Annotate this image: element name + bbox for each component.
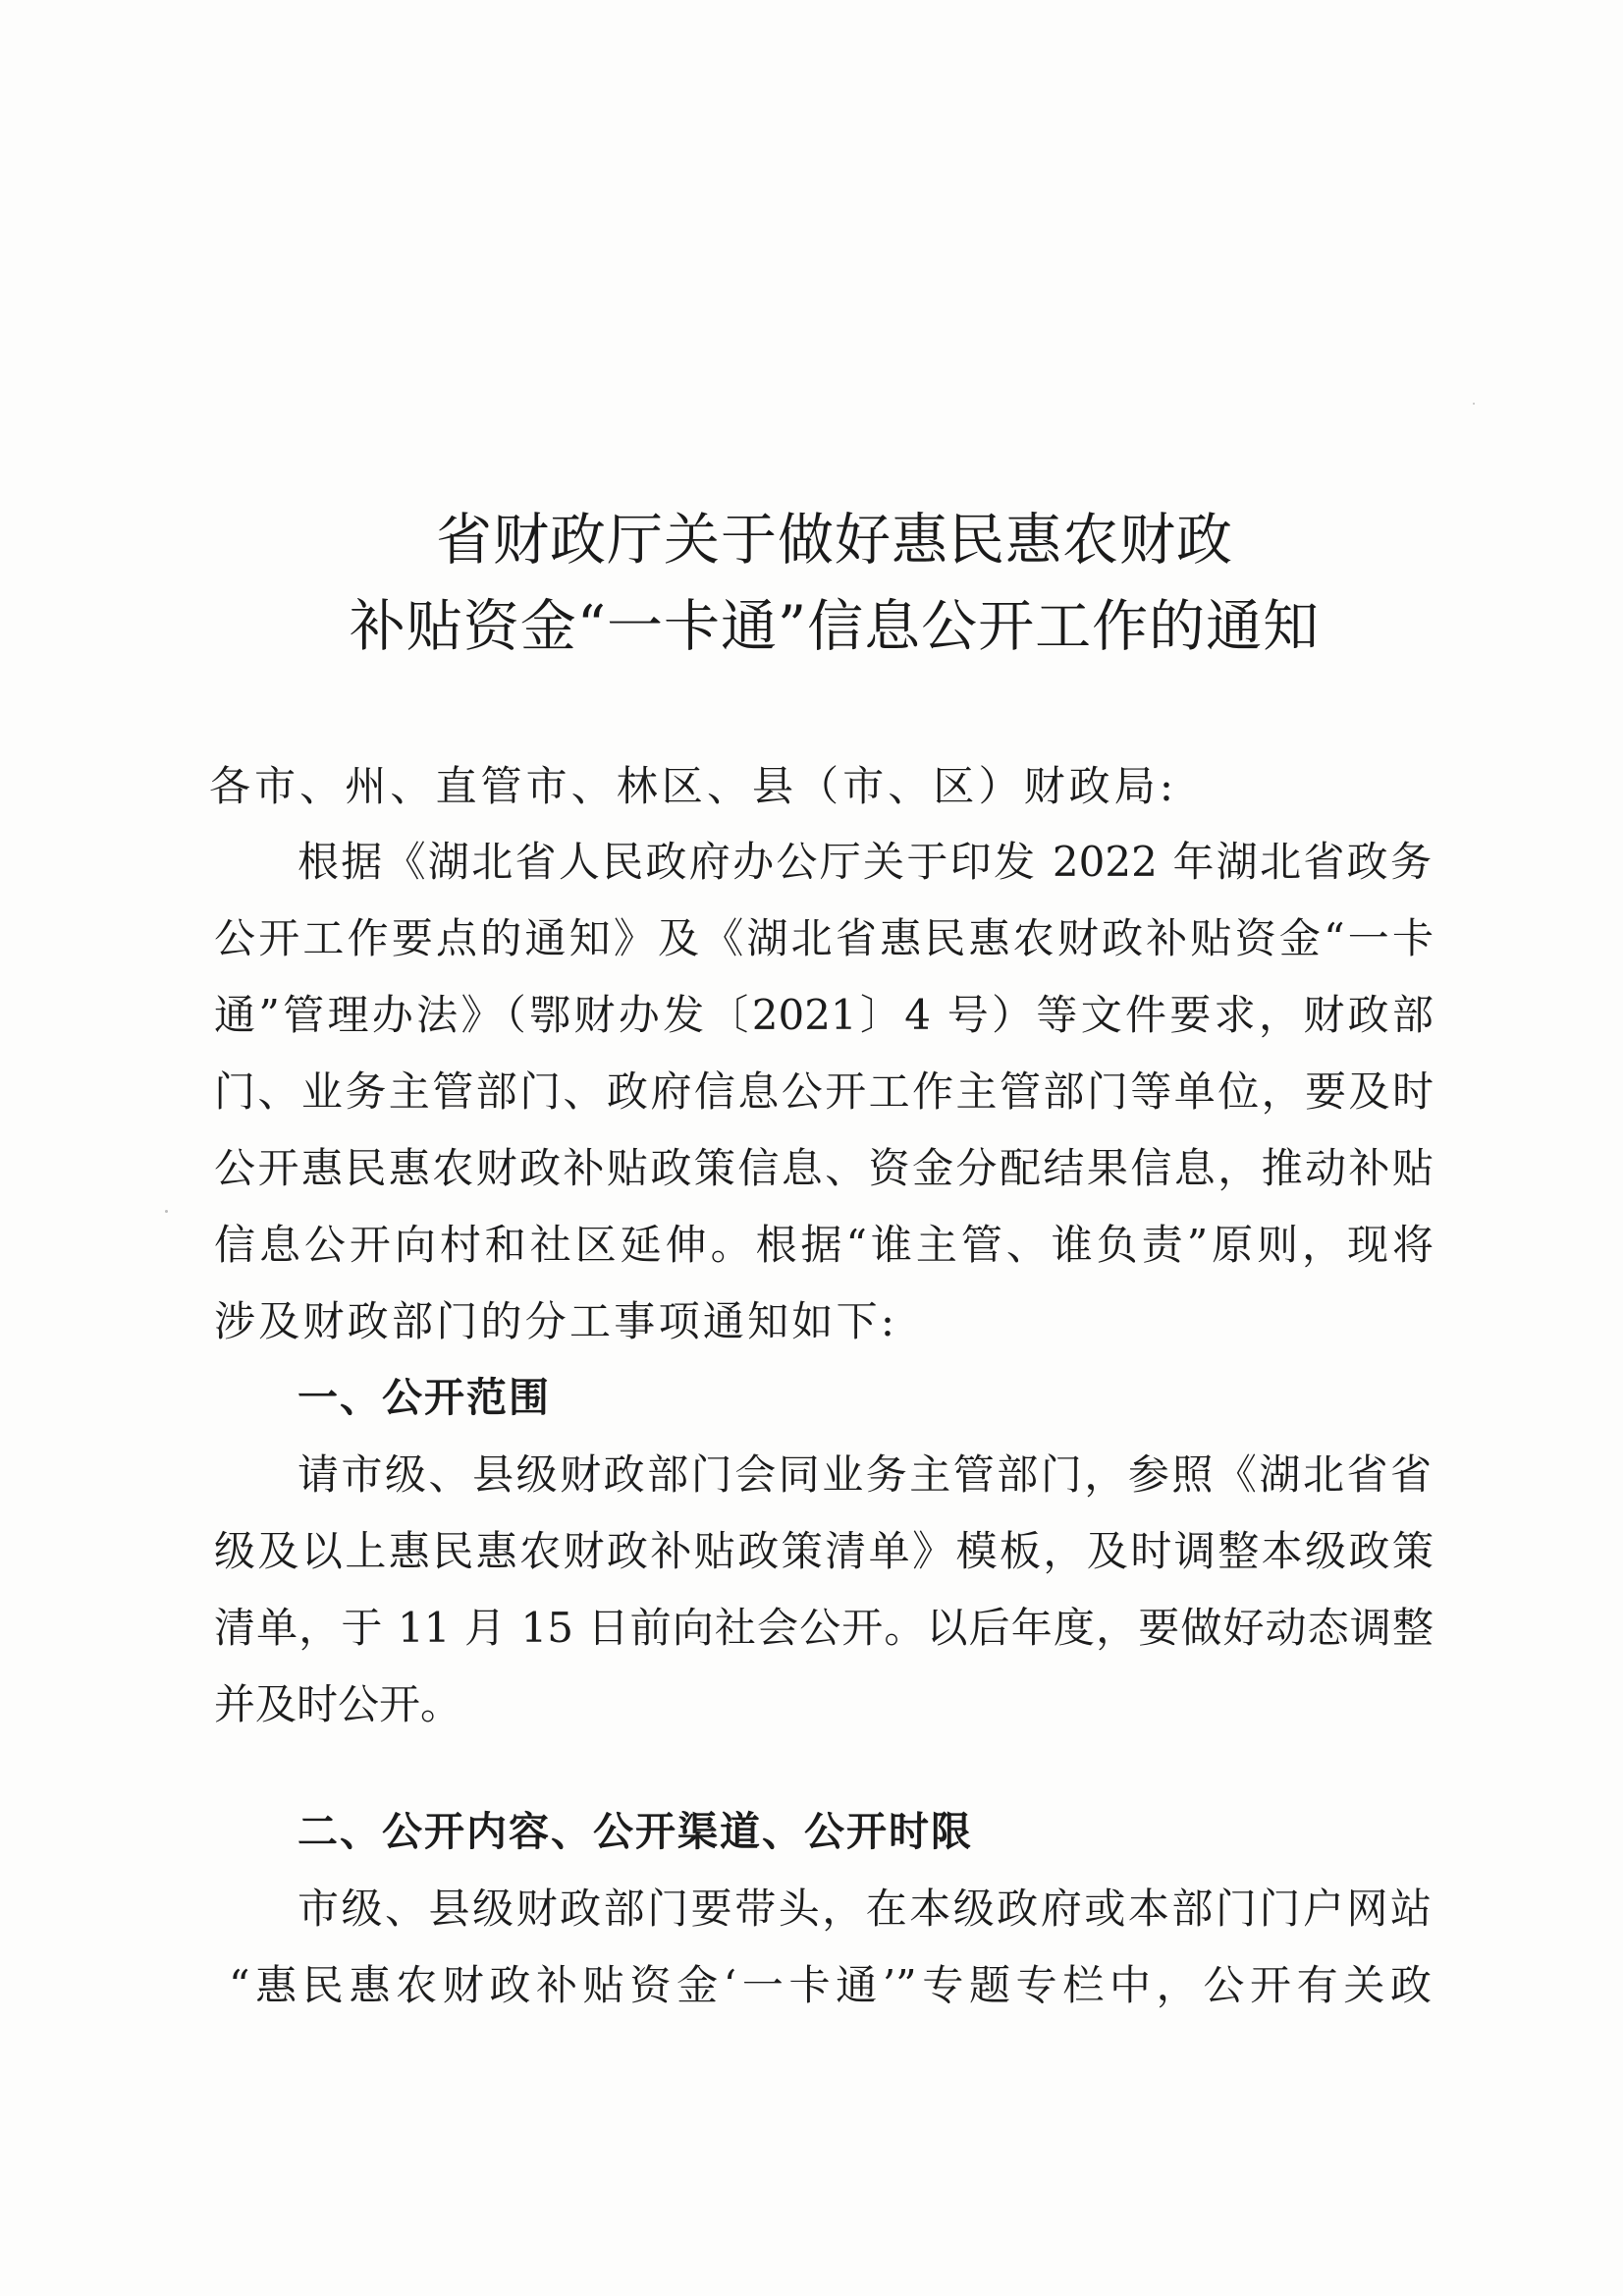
paragraph-2-line-3: 清单，于 11 月 15 日前向社会公开。以后年度，要做好动态调整	[214, 1604, 1434, 1652]
paragraph-1-line-1: 根据《湖北省人民政府办公厅关于印发 2022 年湖北省政务	[298, 838, 1432, 886]
paragraph-2-line-2: 级及以上惠民惠农财政补贴政策清单》模板，及时调整本级政策	[214, 1527, 1434, 1575]
paragraph-3-line-1: 市级、县级财政部门要带头，在本级政府或本部门门户网站	[298, 1885, 1432, 1933]
paragraph-1-line-4: 门、业务主管部门、政府信息公开工作主管部门等单位，要及时	[214, 1067, 1434, 1116]
section-heading-2: 二、公开内容、公开渠道、公开时限	[298, 1808, 973, 1855]
paragraph-1-line-7: 涉及财政部门的分工事项通知如下:	[214, 1297, 894, 1345]
paragraph-1-line-2: 公开工作要点的通知》及《湖北省惠民惠农财政补贴资金“一卡	[214, 914, 1434, 962]
paragraph-1-line-6: 信息公开向村和社区延伸。根据“谁主管、谁负责”原则，现将	[214, 1221, 1434, 1269]
scan-speck	[1473, 403, 1475, 405]
document-title-line-2: 补贴资金“一卡通”信息公开工作的通知	[349, 594, 1321, 659]
salutation: 各市、州、直管市、林区、县（市、区）财政局:	[209, 762, 1173, 810]
paragraph-3-line-2: “惠民惠农财政补贴资金‘一卡通’”专题专栏中，公开有关政	[229, 1961, 1432, 2009]
paragraph-1-line-3: 通”管理办法》（鄂财办发〔2021〕4 号）等文件要求，财政部	[214, 991, 1434, 1039]
paragraph-2-line-4: 并及时公开。	[214, 1680, 462, 1728]
document-title-line-1: 省财政厅关于做好惠民惠农财政	[436, 508, 1233, 573]
paragraph-1-line-5: 公开惠民惠农财政补贴政策信息、资金分配结果信息，推动补贴	[214, 1144, 1434, 1192]
section-heading-1: 一、公开范围	[298, 1374, 551, 1421]
scan-speck	[165, 1210, 168, 1213]
paragraph-2-line-1: 请市级、县级财政部门会同业务主管部门，参照《湖北省省	[298, 1450, 1432, 1499]
